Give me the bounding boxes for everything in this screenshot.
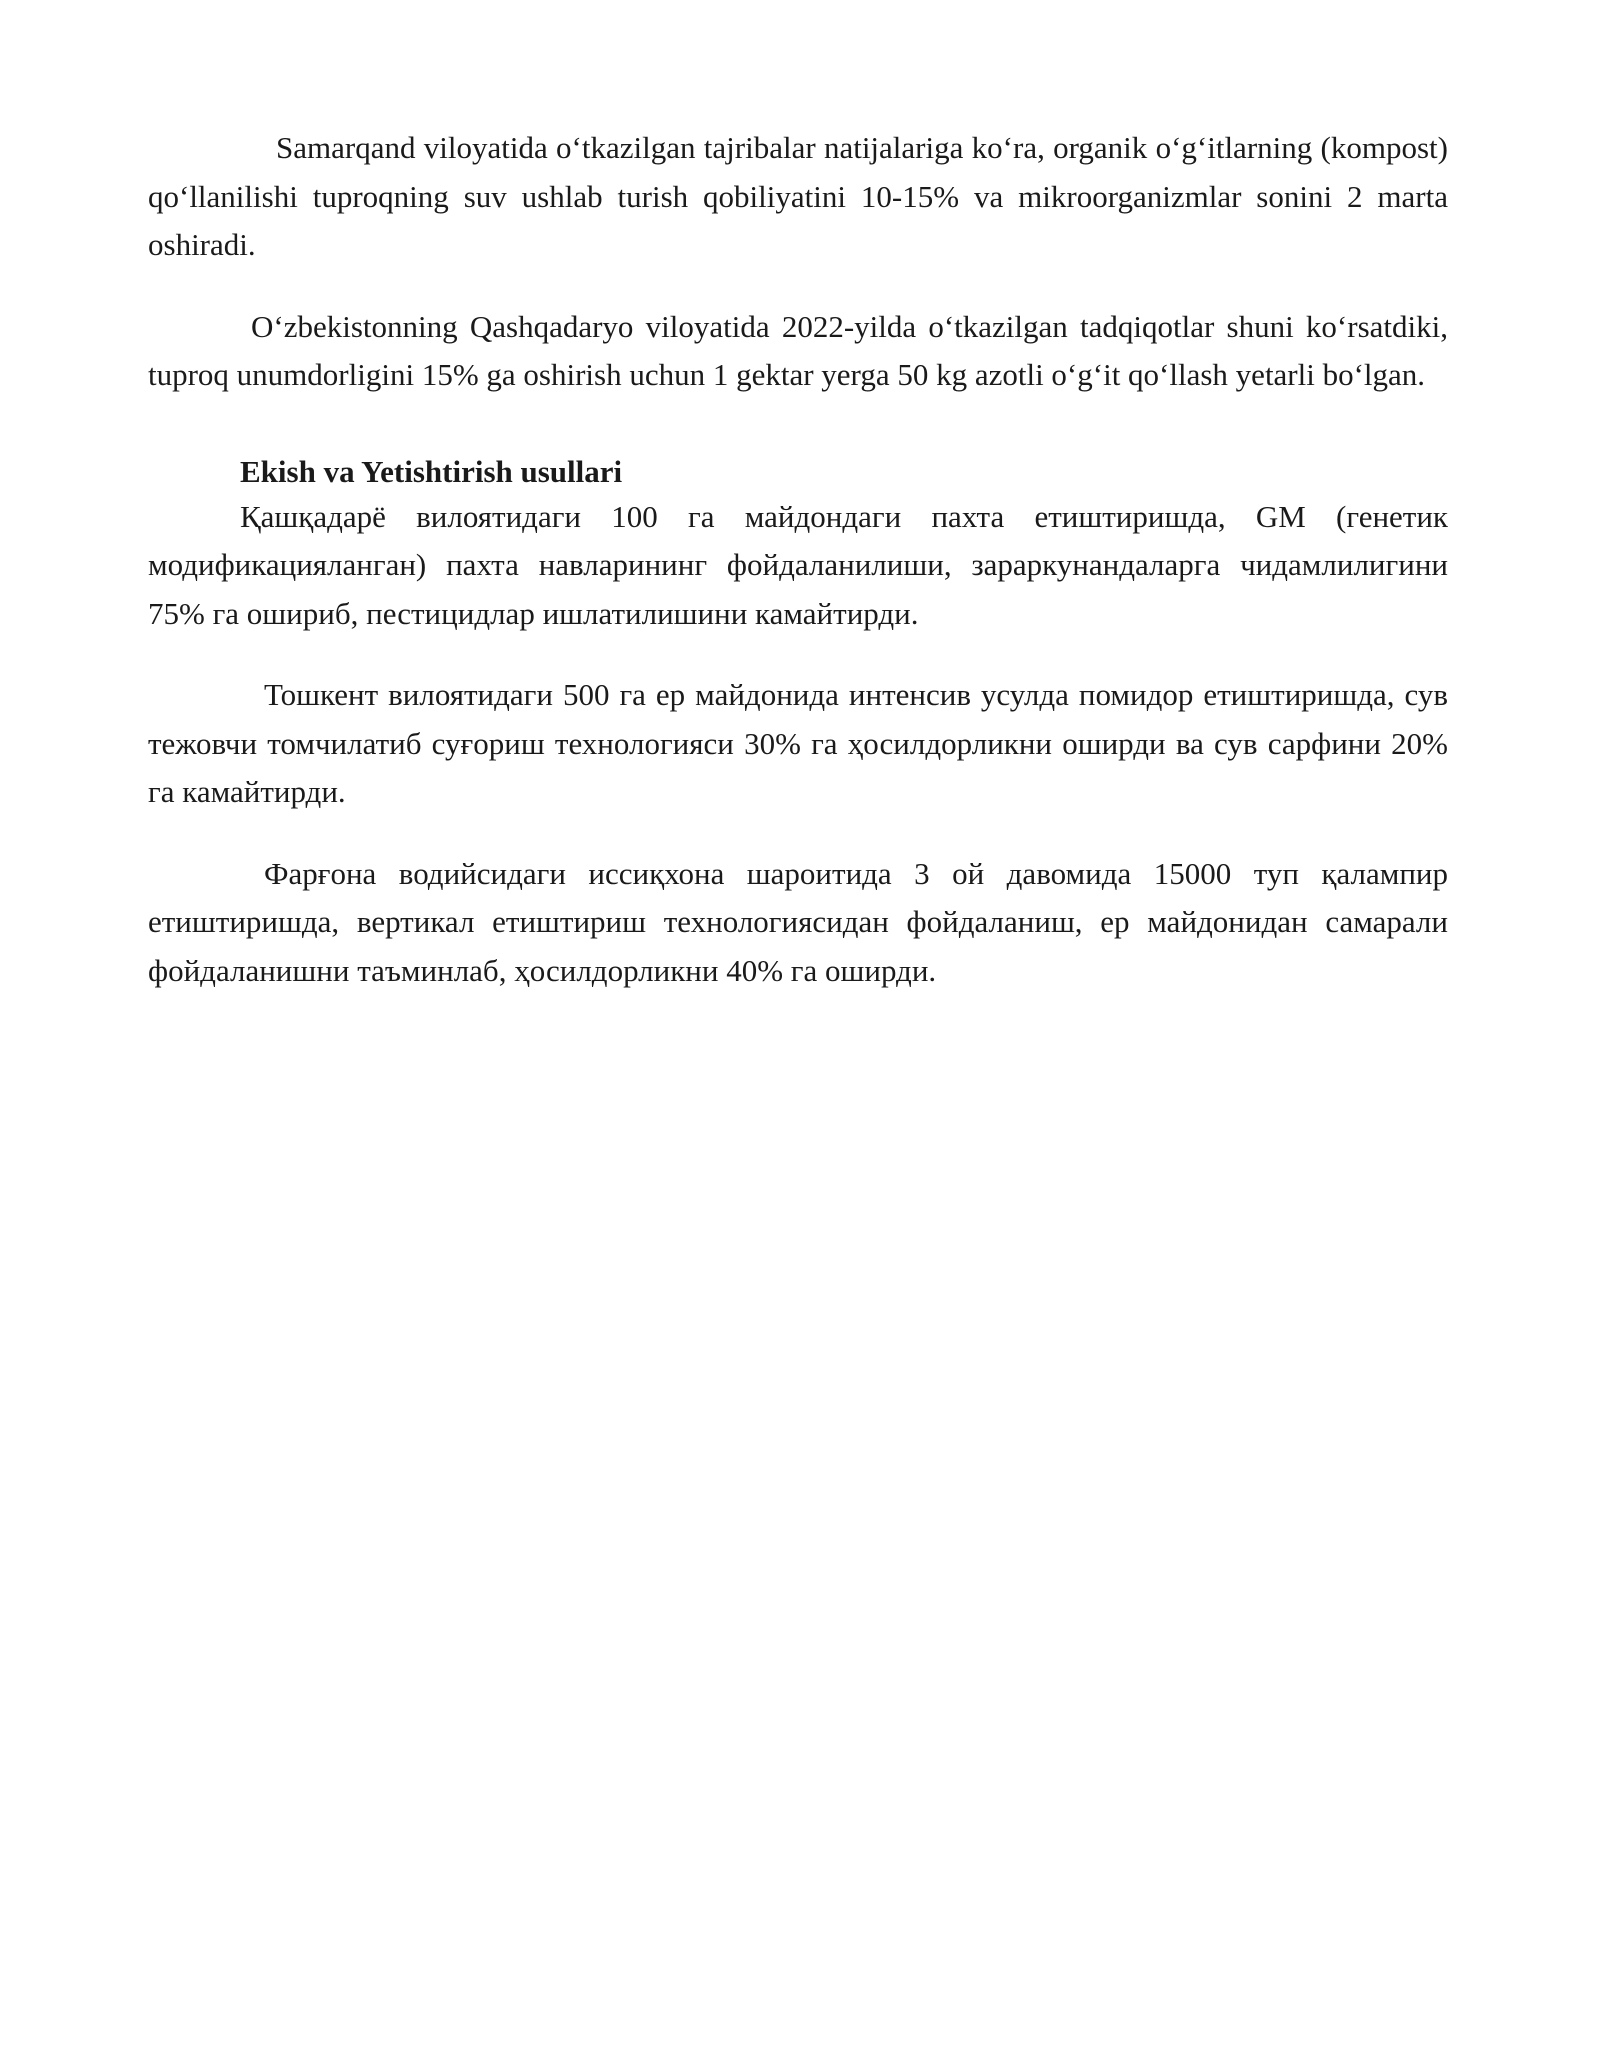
paragraph-samarqand-compost: Samarqand viloyatida o‘tkazilgan tajribalar natijalariga ko‘ra, organik o‘g‘itlarning (kompost) qo‘llanilishi tuproqning suv ushlab turish qobiliyatini 10-15% va mikroorganizmlar sonini 2 marta oshiradi. [148, 130, 1448, 262]
section-heading: Ekish va Yetishtirish usullari [240, 453, 623, 489]
paragraph-gm-cotton: Қашқадарё вилоятидаги 100 га майдондаги пахта етиштиришда, GM (генетик модификацияланган) пахта навларининг фойдаланилиши, зараркунандаларга чидамлилигини 75% га ошириб, пестицидлар ишлатилишини камайтирди. [148, 498, 1448, 631]
paragraph-tashkent-tomato: Тошкент вилоятидаги 500 га ер майдонида интенсив усулда помидор етиштиришда, сув тежовчи томчилатиб суғориш технологияси 30% га ҳосилдорликни оширди ва сув сарфини 20% га камайтирди. [148, 677, 1448, 809]
document-body [148, 124, 1448, 995]
paragraph-qashqadaryo-nitrogen: O‘zbekistonning Qashqadaryo viloyatida 2022-yilda o‘tkazilgan tadqiqotlar shuni ko‘rsatdiki, tuproq unumdorligini 15% ga oshirish uchun 1 gektar yerga 50 kg azotli o‘g‘it qo‘llash yetarli bo‘lgan. [148, 308, 1448, 392]
paragraph-fergana-pepper: Фарғона водийсидаги иссиқхона шароитида 3 ой давомида 15000 туп қалампир етиштиришда, вертикал етиштириш технологиясидан фойдаланиш, ер майдонидан самарали фойдаланишни таъминлаб, ҳосилдорликни 40% га оширди. [148, 855, 1448, 988]
